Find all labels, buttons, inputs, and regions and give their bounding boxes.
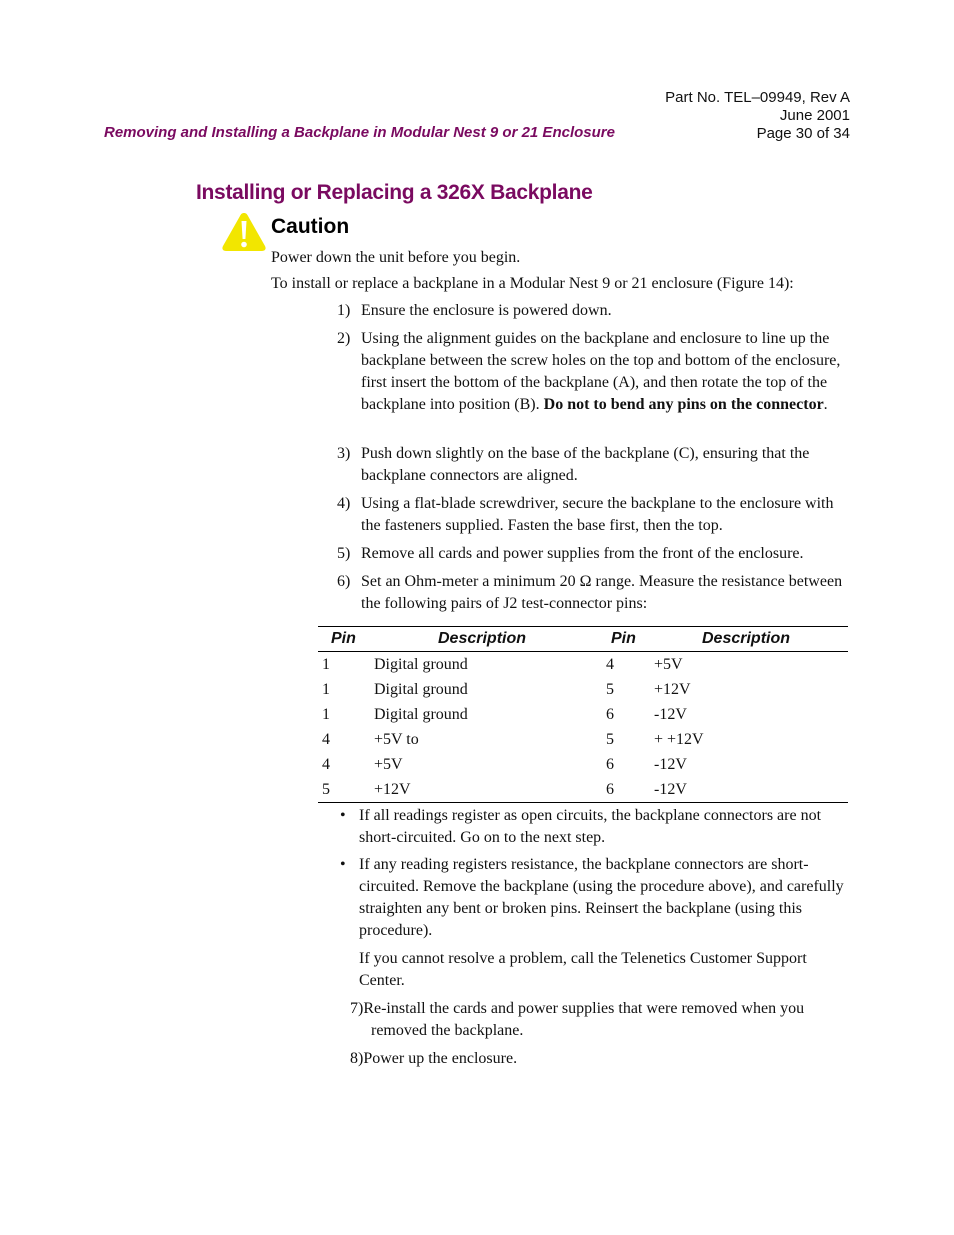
step-text: Remove all cards and power supplies from the front of the enclosure.	[361, 545, 804, 562]
description-cell: +12V	[654, 680, 691, 698]
bullet-dot: •	[340, 856, 346, 873]
description-cell: +5V	[654, 655, 683, 673]
part-number: Part No. TEL–09949, Rev A	[665, 89, 850, 106]
table-row	[318, 652, 848, 678]
running-title: Removing and Installing a Backplane in Modular Nest 9 or 21 Enclosure	[104, 124, 615, 141]
step-4	[337, 493, 852, 537]
description-cell: -12V	[654, 755, 687, 773]
warning-triangle-icon	[221, 212, 267, 252]
table-row	[318, 752, 848, 777]
pin-cell: 4	[322, 755, 330, 773]
table-row	[318, 702, 848, 727]
description-cell: Digital ground	[374, 680, 468, 698]
step-number: 6)	[337, 573, 351, 590]
table-row	[318, 677, 848, 702]
table-header-row	[318, 627, 848, 652]
pin-cell: 5	[606, 730, 614, 748]
pin-cell: 5	[606, 680, 614, 698]
step-number: 1)	[337, 302, 351, 319]
pin-cell: 6	[605, 777, 654, 803]
pin-cell: 1	[322, 705, 330, 723]
pin-cell: 1	[322, 680, 330, 698]
column-header-pin: Pin	[318, 627, 370, 652]
support-note	[337, 948, 852, 992]
bullet-text: If all readings register as open circuits, the backplane connectors are not short-circuited. Go on to the next step.	[359, 807, 822, 846]
step-text: Ensure the enclosure is powered down.	[361, 302, 612, 319]
step-1	[337, 300, 852, 322]
bullet-short-circuit	[337, 854, 852, 942]
step-number: 4)	[337, 495, 351, 512]
description-cell: -12V	[654, 705, 687, 723]
description-cell: Digital ground	[374, 655, 468, 673]
column-header-description: Description	[654, 627, 848, 652]
column-header-pin: Pin	[605, 627, 654, 652]
pin-cell: 4	[606, 655, 614, 673]
bullet-text: If any reading registers resistance, the backplane connectors are short-circuited. Remove the backplane (using the procedure above), and carefully straighten any bent or broken pins. Reinsert the backplane (using this procedure).	[359, 856, 844, 939]
step-number: 2)	[337, 330, 351, 347]
description-cell: + +12V	[654, 730, 704, 748]
table-row	[318, 777, 848, 803]
description-cell: +5V	[374, 755, 403, 773]
step-warning-bold: Do not to bend any pins on the connector	[543, 396, 824, 413]
step-text: Push down slightly on the base of the backplane (C), ensuring that the backplane connectors are aligned.	[361, 445, 810, 484]
step-6	[337, 571, 852, 615]
step-5	[337, 543, 852, 565]
step-text: 7)Re-install the cards and power supplies that were removed when you removed the backplane.	[350, 1000, 805, 1039]
step-2	[337, 328, 852, 416]
description-cell: Digital ground	[374, 705, 468, 723]
section-title: Installing or Replacing a 326X Backplane	[196, 181, 593, 204]
step-number: 3)	[337, 445, 351, 462]
intro-text: To install or replace a backplane in a Modular Nest 9 or 21 enclosure (Figure 14):	[271, 275, 794, 292]
step-text-container	[361, 328, 852, 416]
step-text-tail: .	[823, 396, 828, 413]
step-8	[350, 1048, 850, 1070]
table-row	[318, 727, 848, 752]
bullet-dot: •	[340, 807, 346, 824]
step-text: 8)Power up the enclosure.	[350, 1050, 518, 1067]
pin-cell: 4	[322, 730, 330, 748]
support-note-text: If you cannot resolve a problem, call the Telenetics Customer Support Center.	[359, 950, 807, 989]
pin-resistance-table	[318, 626, 848, 803]
document-date: June 2001	[779, 107, 850, 124]
caution-text: Power down the unit before you begin.	[271, 249, 521, 266]
page-number: Page 30 of 34	[756, 125, 850, 142]
description-cell: +5V to	[374, 730, 419, 748]
step-text: Using a flat-blade screwdriver, secure the backplane to the enclosure with the fasteners supplied. Fasten the base first, then the top.	[361, 495, 834, 534]
step-text: Using the alignment guides on the backplane and enclosure to line up the backplane between the screw holes on the top and bottom of the enclosure, first insert the bottom of the backplane (A), and then rotate the top of the backplane into position (B).	[361, 330, 841, 413]
document-header-info	[665, 89, 850, 143]
step-number: 5)	[337, 545, 351, 562]
caution-title: Caution	[271, 215, 350, 238]
pin-cell: 1	[322, 655, 330, 673]
column-header-description: Description	[370, 627, 605, 652]
description-cell: -12V	[654, 777, 848, 803]
description-cell: +12V	[370, 777, 605, 803]
step-3	[337, 443, 852, 487]
bullet-open-circuit	[337, 805, 852, 849]
pin-cell: 6	[606, 705, 614, 723]
pin-cell: 6	[606, 755, 614, 773]
step-text: Set an Ohm-meter a minimum 20 Ω range. Measure the resistance between the following pairs of J2 test-connector pins:	[361, 573, 843, 612]
step-7	[350, 998, 850, 1042]
pin-cell: 5	[318, 777, 370, 803]
